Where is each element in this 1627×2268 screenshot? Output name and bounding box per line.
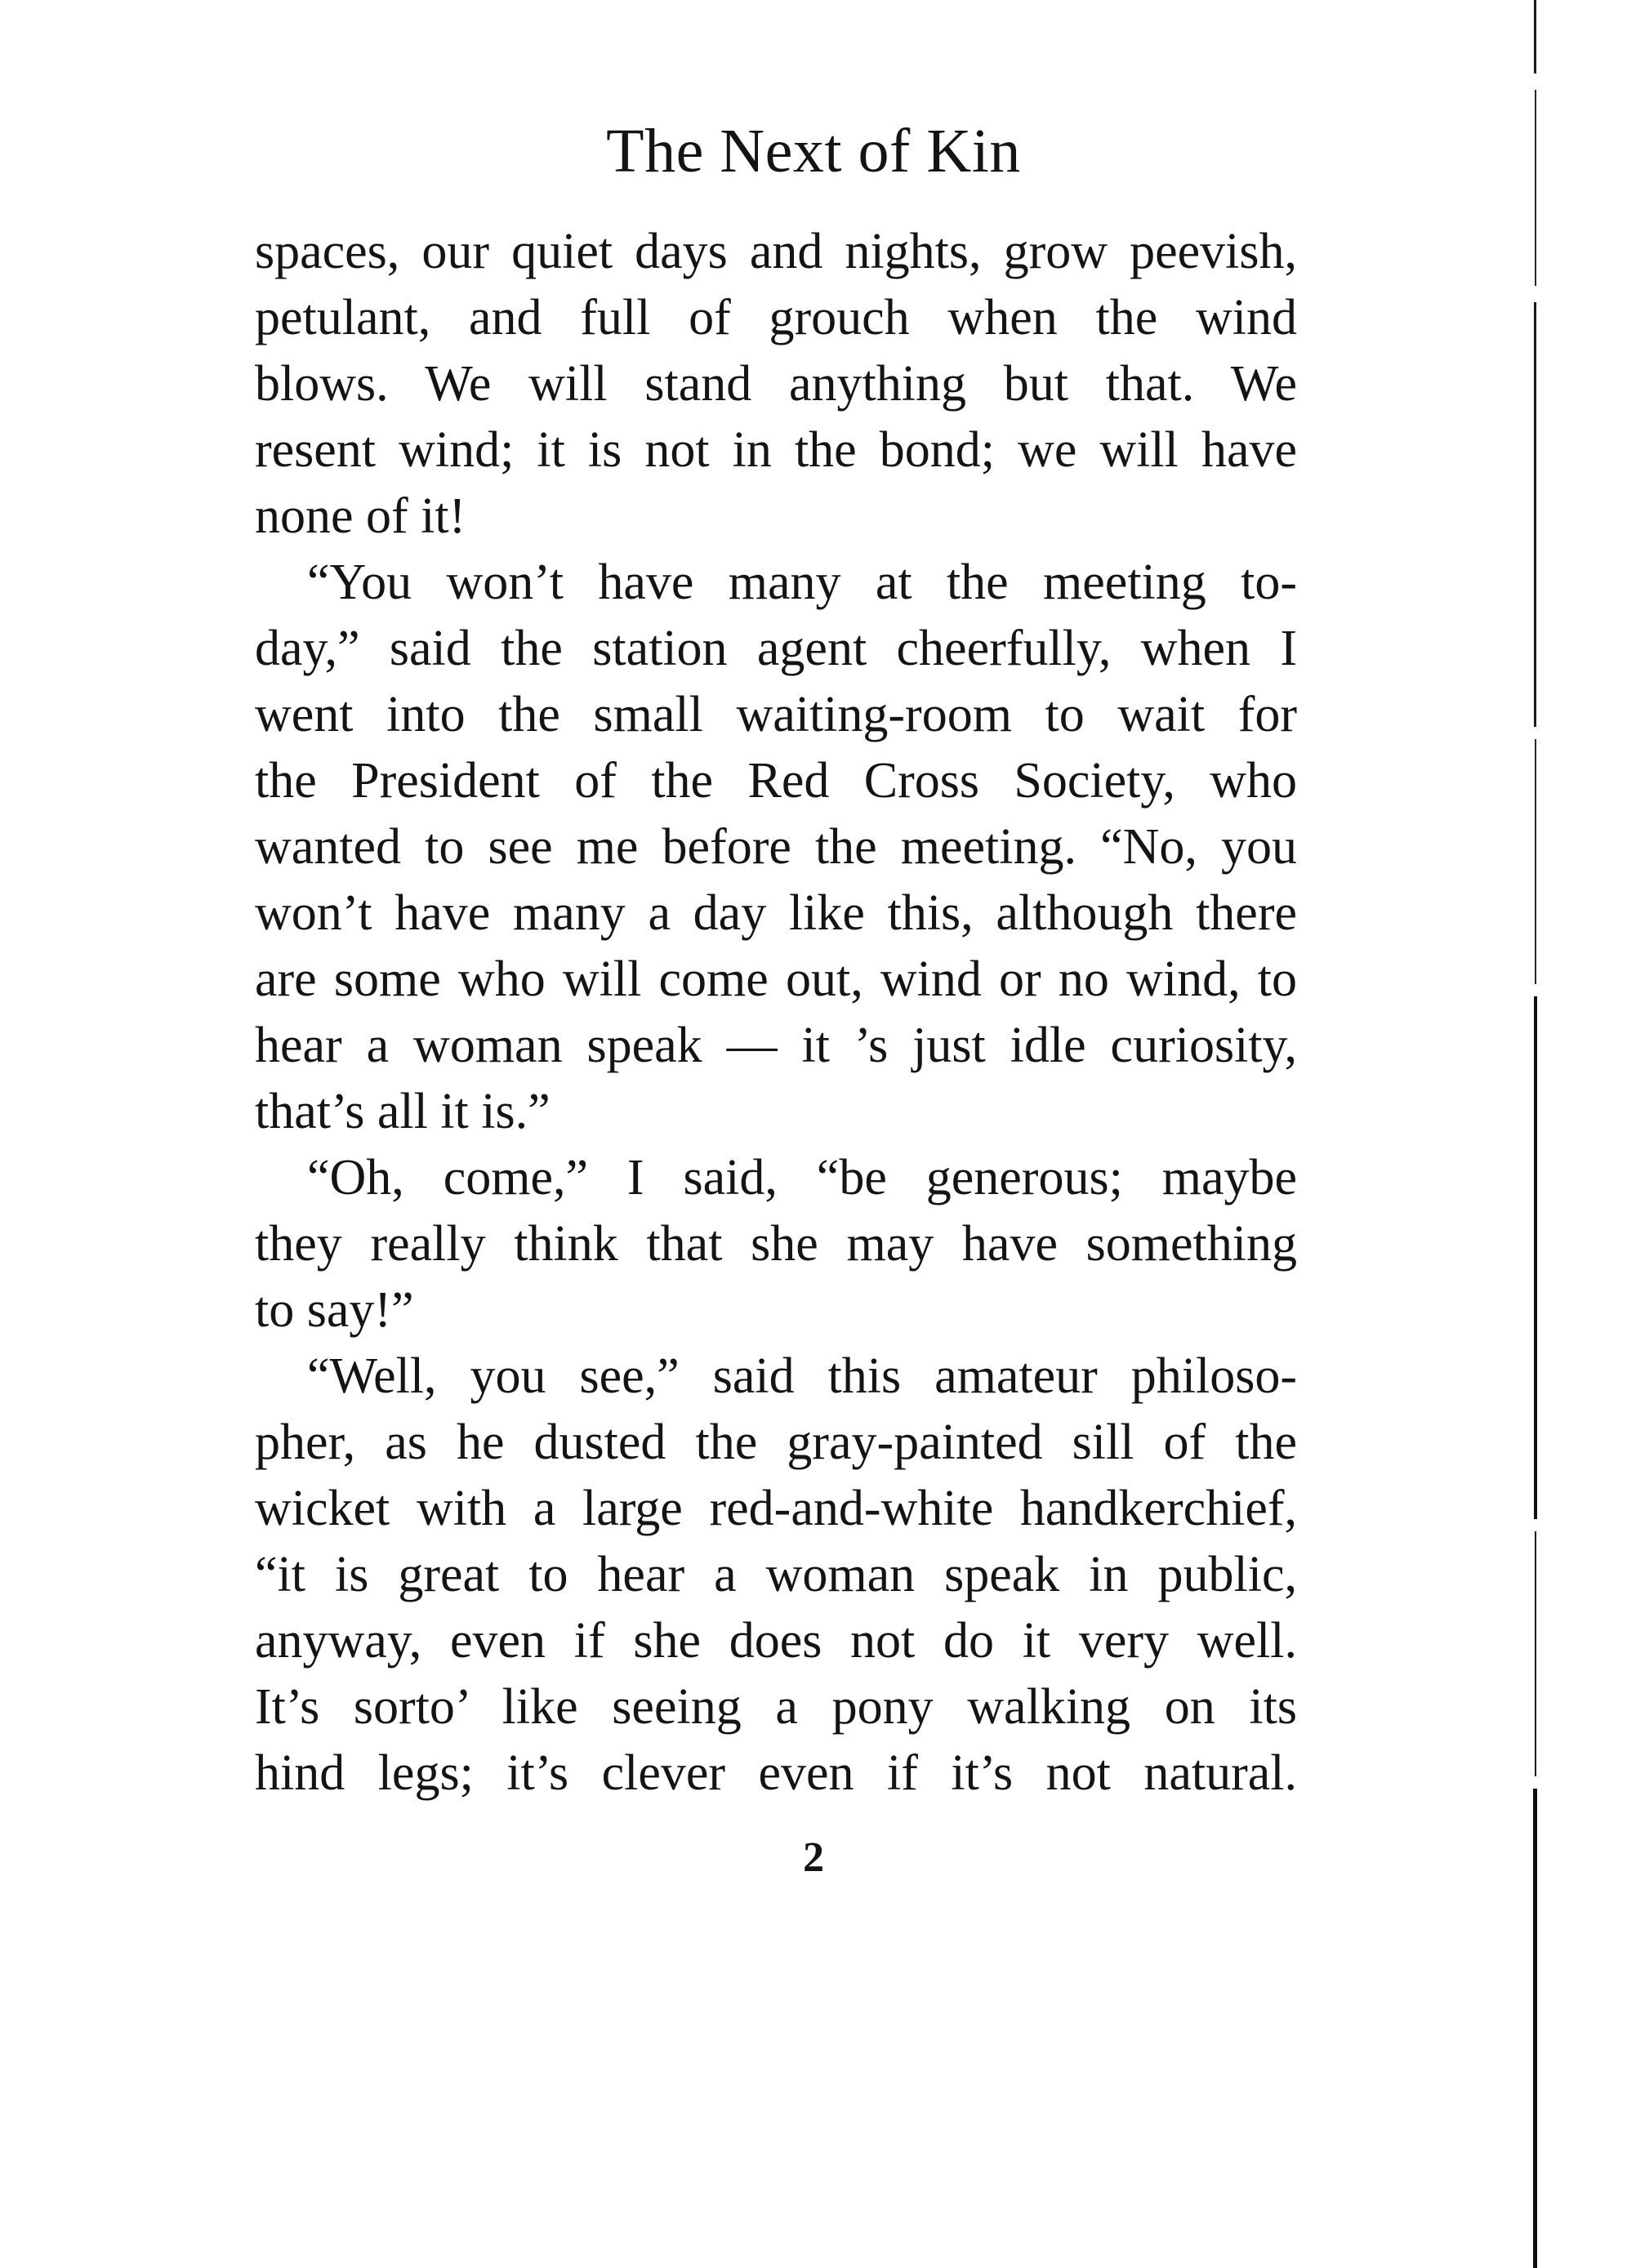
text-line: “it is great to hear a woman speak in public,: [255, 1547, 1297, 1602]
text-line: hind legs; it’s clever even if it’s not natural.: [255, 1745, 1297, 1801]
text-line: won’t have many a day like this, although there: [255, 885, 1297, 941]
text-line: wicket with a large red-and-white handkerchief,: [255, 1481, 1297, 1536]
text-line: that’s all it is.”: [255, 1084, 551, 1139]
text-line: to say!”: [255, 1282, 414, 1338]
text-line: the President of the Red Cross Society, who: [255, 753, 1297, 809]
text-line: day,” said the station agent cheerfully, when I: [255, 621, 1297, 676]
text-line: are some who will come out, wind or no wind, to: [255, 951, 1297, 1007]
text-line: pher, as he dusted the gray-painted sill of the: [255, 1415, 1297, 1470]
binding-edge-line: [1532, 0, 1539, 2268]
text-line: hear a woman speak — it ’s just idle curiosity,: [255, 1018, 1297, 1073]
text-line: petulant, and full of grouch when the wind: [255, 290, 1297, 345]
text-line: blows. We will stand anything but that. We: [255, 356, 1297, 412]
page-number: 2: [803, 1834, 824, 1881]
text-line: none of it!: [255, 488, 466, 544]
text-line: resent wind; it is not in the bond; we will have: [255, 422, 1297, 478]
text-line: went into the small waiting-room to wait for: [255, 687, 1297, 742]
text-line: It’s sorto’ like seeing a pony walking on its: [255, 1679, 1297, 1735]
text-line: “You won’t have many at the meeting to-: [307, 555, 1297, 610]
text-line: “Well, you see,” said this amateur philoso-: [307, 1348, 1297, 1404]
text-line: anyway, even if she does not do it very well.: [255, 1613, 1297, 1669]
running-head: The Next of Kin: [606, 117, 1021, 185]
text-line: wanted to see me before the meeting. “No, you: [255, 819, 1297, 875]
text-line: spaces, our quiet days and nights, grow peevish,: [255, 224, 1297, 279]
binding-edge: [1532, 0, 1539, 2268]
body-text: [255, 219, 1297, 1807]
text-line: they really think that she may have something: [255, 1216, 1297, 1272]
text-line: “Oh, come,” I said, “be generous; maybe: [307, 1150, 1297, 1205]
